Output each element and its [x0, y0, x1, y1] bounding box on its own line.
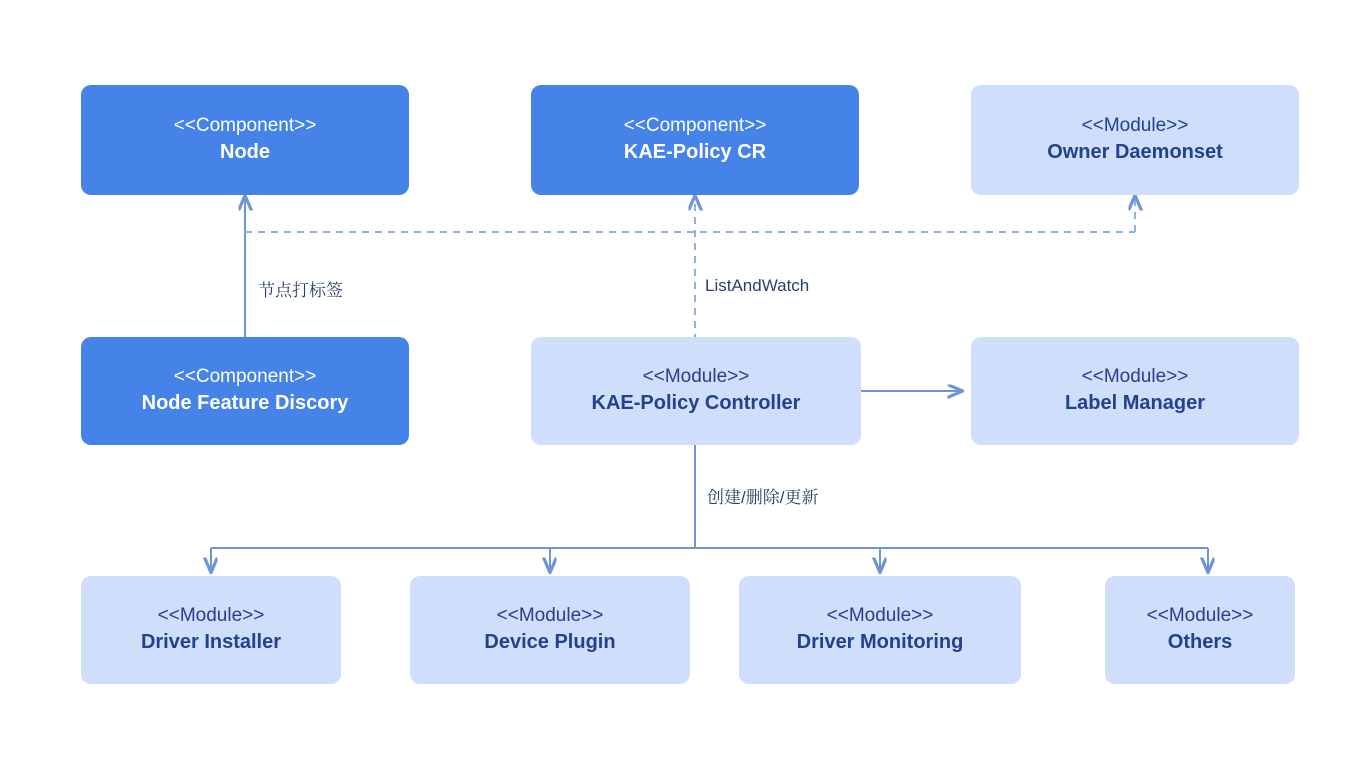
- node-title: Driver Monitoring: [796, 631, 964, 654]
- edge-label-create-delete-update: 创建/删除/更新: [707, 488, 819, 507]
- node-title: Node: [220, 141, 270, 164]
- diagram-node-kae-policy-controller[interactable]: [531, 337, 861, 445]
- node-title: Others: [1167, 631, 1233, 654]
- node-stereotype: <<Component>>: [623, 115, 767, 137]
- diagram-node-driver-installer[interactable]: [81, 576, 341, 684]
- node-stereotype: <<Module>>: [496, 605, 604, 627]
- diagram-node-label-manager[interactable]: [971, 337, 1299, 445]
- node-title: Label Manager: [1064, 392, 1206, 415]
- node-stereotype: <<Module>>: [1081, 366, 1189, 388]
- edge-label-list-and-watch: ListAndWatch: [705, 276, 810, 295]
- node-title: Device Plugin: [484, 631, 616, 654]
- node-title: KAE-Policy Controller: [591, 392, 801, 415]
- node-stereotype: <<Component>>: [173, 115, 317, 137]
- edge-label-node-tagging: 节点打标签: [258, 281, 343, 300]
- node-stereotype: <<Module>>: [642, 366, 750, 388]
- diagram-node-owner-daemonset[interactable]: [971, 85, 1299, 195]
- node-stereotype: <<Module>>: [1081, 115, 1189, 137]
- diagram-node-kae-policy-cr[interactable]: [531, 85, 859, 195]
- connector-dashed-bus: [245, 196, 1135, 232]
- diagram-node-driver-monitoring[interactable]: [739, 576, 1021, 684]
- node-stereotype: <<Component>>: [173, 366, 317, 388]
- diagram-node-device-plugin[interactable]: [410, 576, 690, 684]
- diagram-node-others[interactable]: [1105, 576, 1295, 684]
- node-stereotype: <<Module>>: [157, 605, 265, 627]
- node-title: Owner Daemonset: [1047, 141, 1223, 164]
- node-stereotype: <<Module>>: [826, 605, 934, 627]
- node-stereotype: <<Module>>: [1146, 605, 1254, 627]
- node-title: KAE-Policy CR: [623, 141, 767, 164]
- diagram-node-node-feature-discory[interactable]: [81, 337, 409, 445]
- node-title: Driver Installer: [140, 631, 282, 654]
- diagram-node-node[interactable]: [81, 85, 409, 195]
- node-title: Node Feature Discory: [141, 392, 349, 415]
